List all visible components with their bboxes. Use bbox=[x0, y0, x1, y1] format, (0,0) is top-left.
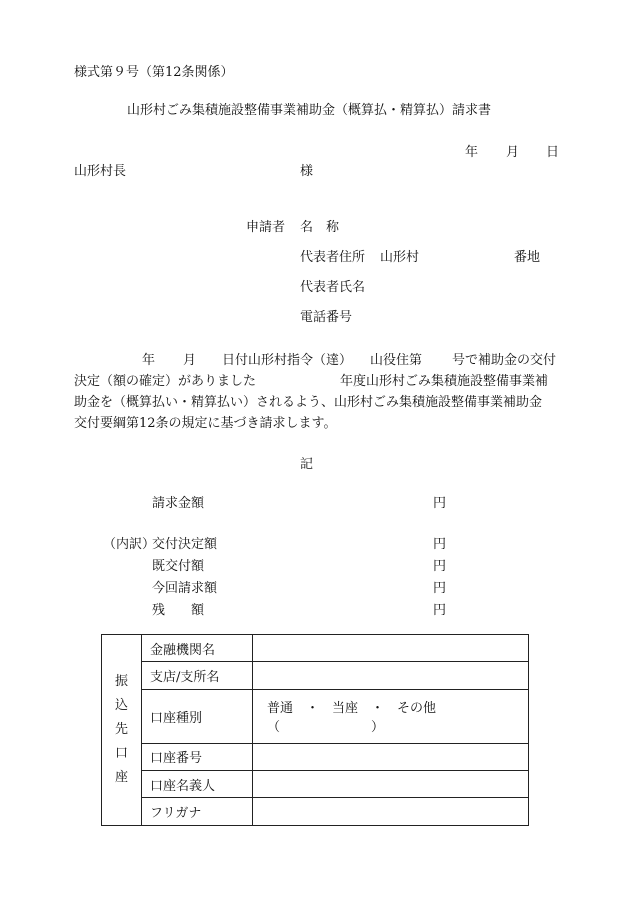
breakdown-item-yen: 円 bbox=[433, 603, 447, 618]
body-year: 年 bbox=[142, 353, 156, 368]
document-title: 山形村ごみ集積施設整備事業補助金（概算払・精算払）請求書 bbox=[127, 103, 492, 118]
breakdown-item-label: 交付決定額 bbox=[152, 537, 218, 552]
body-reference: 日付山形村指令（達） bbox=[222, 353, 353, 368]
table-row bbox=[102, 689, 529, 743]
table-row bbox=[102, 662, 529, 689]
bank-side-char: 座 bbox=[114, 770, 128, 785]
request-amount-yen: 円 bbox=[433, 496, 447, 511]
bank-side-char: 先 bbox=[114, 722, 128, 737]
body-line1-rest: 号で補助金の交付 bbox=[452, 353, 557, 368]
bank-side-label bbox=[102, 635, 142, 826]
body-line4: 交付要綱第12条の規定に基づき請求します。 bbox=[74, 416, 337, 431]
applicant-village: 山形村 bbox=[380, 250, 420, 265]
table-row bbox=[102, 770, 529, 797]
bank-row-label: 口座番号 bbox=[142, 743, 253, 770]
table-row bbox=[102, 743, 529, 770]
breakdown-label: （内訳） bbox=[103, 537, 156, 552]
applicant-address-label: 代表者住所 bbox=[300, 250, 366, 265]
body-office: 山役住第 bbox=[370, 353, 423, 368]
applicant-label: 申請者 bbox=[246, 220, 286, 235]
branch-name-field[interactable] bbox=[253, 662, 529, 689]
breakdown-item-yen: 円 bbox=[433, 537, 447, 552]
breakdown-item-label: 今回請求額 bbox=[152, 581, 218, 596]
table-row bbox=[102, 798, 529, 826]
bank-side-char: 振 bbox=[114, 674, 128, 689]
date-month-label: 月 bbox=[506, 145, 520, 160]
bank-row-label: 口座種別 bbox=[142, 689, 253, 743]
bank-row-label: 口座名義人 bbox=[142, 770, 253, 797]
body-line2-start: 決定（額の確定）がありました bbox=[74, 374, 257, 389]
bank-row-label: 金融機関名 bbox=[142, 635, 253, 662]
date-year-label: 年 bbox=[465, 145, 479, 160]
furigana-field[interactable] bbox=[253, 798, 529, 826]
addressee-name: 山形村長 bbox=[74, 164, 127, 179]
account-number-field[interactable] bbox=[253, 743, 529, 770]
bank-side-char: 込 bbox=[114, 698, 128, 713]
breakdown-item-yen: 円 bbox=[433, 581, 447, 596]
applicant-name-label: 名 称 bbox=[300, 220, 340, 235]
breakdown-item-label: 残 額 bbox=[152, 603, 205, 618]
body-line3: 助金を（概算払い・精算払い）されるよう、山形村ごみ集積施設整備事業補助金 bbox=[74, 395, 543, 410]
date-day-label: 日 bbox=[546, 145, 560, 160]
bank-name-field[interactable] bbox=[253, 635, 529, 662]
breakdown-item-yen: 円 bbox=[433, 559, 447, 574]
request-amount-label: 請求金額 bbox=[152, 496, 205, 511]
applicant-phone-label: 電話番号 bbox=[300, 310, 353, 325]
body-month: 月 bbox=[183, 353, 197, 368]
bank-row-label: フリガナ bbox=[142, 798, 253, 826]
body-line2-end: 年度山形村ごみ集積施設整備事業補 bbox=[340, 374, 549, 389]
bank-account-table bbox=[101, 634, 529, 826]
ki-heading: 記 bbox=[300, 457, 314, 472]
form-number: 様式第９号（第12条関係） bbox=[74, 65, 234, 80]
table-row bbox=[102, 635, 529, 662]
addressee-honorific: 様 bbox=[300, 164, 314, 179]
account-holder-field[interactable] bbox=[253, 770, 529, 797]
bank-side-char: 口 bbox=[114, 746, 128, 761]
account-type-field[interactable]: 普通 ・ 当座 ・ その他（ ） bbox=[253, 689, 529, 743]
applicant-rep-name-label: 代表者氏名 bbox=[300, 280, 366, 295]
breakdown-item-label: 既交付額 bbox=[152, 559, 205, 574]
bank-row-label: 支店/支所名 bbox=[142, 662, 253, 689]
applicant-banchi: 番地 bbox=[514, 250, 541, 265]
